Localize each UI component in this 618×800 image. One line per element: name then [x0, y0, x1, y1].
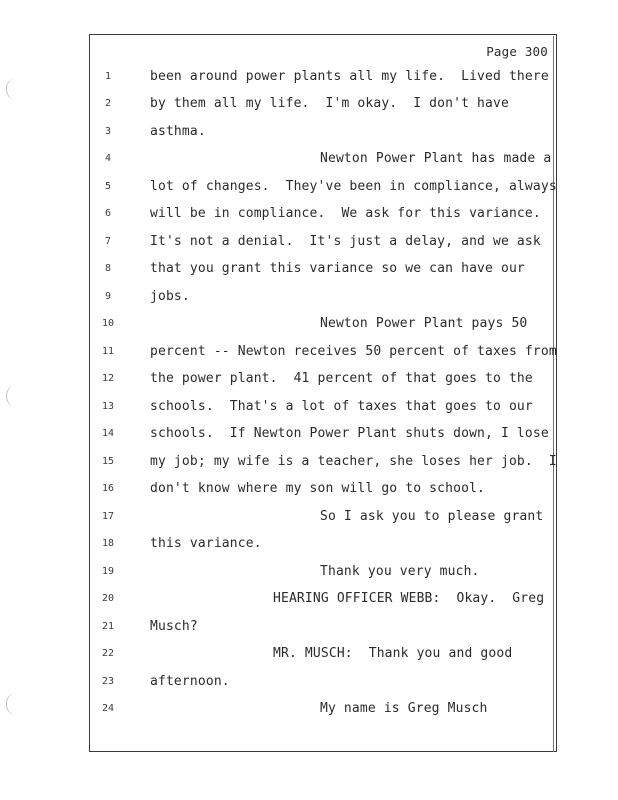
transcript-line: [0, 151, 618, 178]
line-number: 19: [101, 566, 115, 577]
transcript-line: [0, 344, 618, 371]
line-text: HEARING OFFICER WEBB: Okay. Greg: [273, 591, 545, 606]
line-number: 18: [101, 538, 115, 549]
transcript-line: [0, 371, 618, 398]
line-text: Newton Power Plant has made a: [320, 151, 552, 166]
transcript-line: [0, 124, 618, 151]
transcript-line: [0, 316, 618, 343]
line-number: 17: [101, 511, 115, 522]
line-text: this variance.: [150, 536, 262, 551]
transcript-line: [0, 591, 618, 618]
line-number: 6: [104, 208, 112, 219]
line-number: 4: [104, 153, 112, 164]
line-text: Thank you very much.: [320, 564, 480, 579]
line-text: my job; my wife is a teacher, she loses her job. I: [150, 454, 557, 469]
line-text: jobs.: [150, 289, 190, 304]
line-text: the power plant. 41 percent of that goes to the: [150, 371, 533, 386]
line-number: 1: [104, 71, 112, 82]
line-text: afternoon.: [150, 674, 230, 689]
transcript-line: [0, 234, 618, 261]
page-number: Page 300: [486, 44, 548, 59]
transcript-line: [0, 426, 618, 453]
line-number: 15: [101, 456, 115, 467]
line-number: 9: [104, 291, 112, 302]
transcript-line: [0, 646, 618, 673]
line-text: It's not a denial. It's just a delay, and we ask: [150, 234, 541, 249]
transcript-line: [0, 674, 618, 701]
transcript-line: [0, 481, 618, 508]
transcript-line: [0, 69, 618, 96]
transcript-line: [0, 179, 618, 206]
line-number: 7: [104, 236, 112, 247]
line-number: 12: [101, 373, 115, 384]
line-text: Newton Power Plant pays 50: [320, 316, 528, 331]
transcript-line: [0, 701, 618, 728]
transcript-line: [0, 96, 618, 123]
line-number: 22: [101, 648, 115, 659]
line-number: 14: [101, 428, 115, 439]
line-text: Musch?: [150, 619, 198, 634]
transcript-line: [0, 289, 618, 316]
transcript-line: [0, 564, 618, 591]
transcript-line: [0, 536, 618, 563]
line-text: been around power plants all my life. Lived there: [150, 69, 549, 84]
transcript-line: [0, 619, 618, 646]
line-number: 13: [101, 401, 115, 412]
line-number: 16: [101, 483, 115, 494]
line-text: asthma.: [150, 124, 206, 139]
transcript-line: [0, 206, 618, 233]
line-number: 2: [104, 98, 112, 109]
line-text: don't know where my son will go to school.: [150, 481, 486, 496]
transcript-line: [0, 261, 618, 288]
line-text: My name is Greg Musch: [320, 701, 488, 716]
line-text: schools. That's a lot of taxes that goes to our: [150, 399, 533, 414]
transcript-line: [0, 399, 618, 426]
line-number: 3: [104, 126, 112, 137]
transcript-line: [0, 454, 618, 481]
line-number: 8: [104, 263, 112, 274]
line-text: lot of changes. They've been in compliance, always: [150, 179, 557, 194]
line-number: 21: [101, 621, 115, 632]
line-text: that you grant this variance so we can have our: [150, 261, 525, 276]
line-text: So I ask you to please grant: [320, 509, 544, 524]
line-text: schools. If Newton Power Plant shuts down, I lose: [150, 426, 549, 441]
line-text: by them all my life. I'm okay. I don't have: [150, 96, 509, 111]
line-number: 24: [101, 703, 115, 714]
line-text: MR. MUSCH: Thank you and good: [273, 646, 513, 661]
line-number: 5: [104, 181, 112, 192]
transcript-line: [0, 509, 618, 536]
line-number: 20: [101, 593, 115, 604]
line-text: percent -- Newton receives 50 percent of taxes from: [150, 344, 557, 359]
line-number: 11: [101, 346, 115, 357]
line-text: will be in compliance. We ask for this variance.: [150, 206, 541, 221]
line-number: 10: [101, 318, 115, 329]
line-number: 23: [101, 676, 115, 687]
